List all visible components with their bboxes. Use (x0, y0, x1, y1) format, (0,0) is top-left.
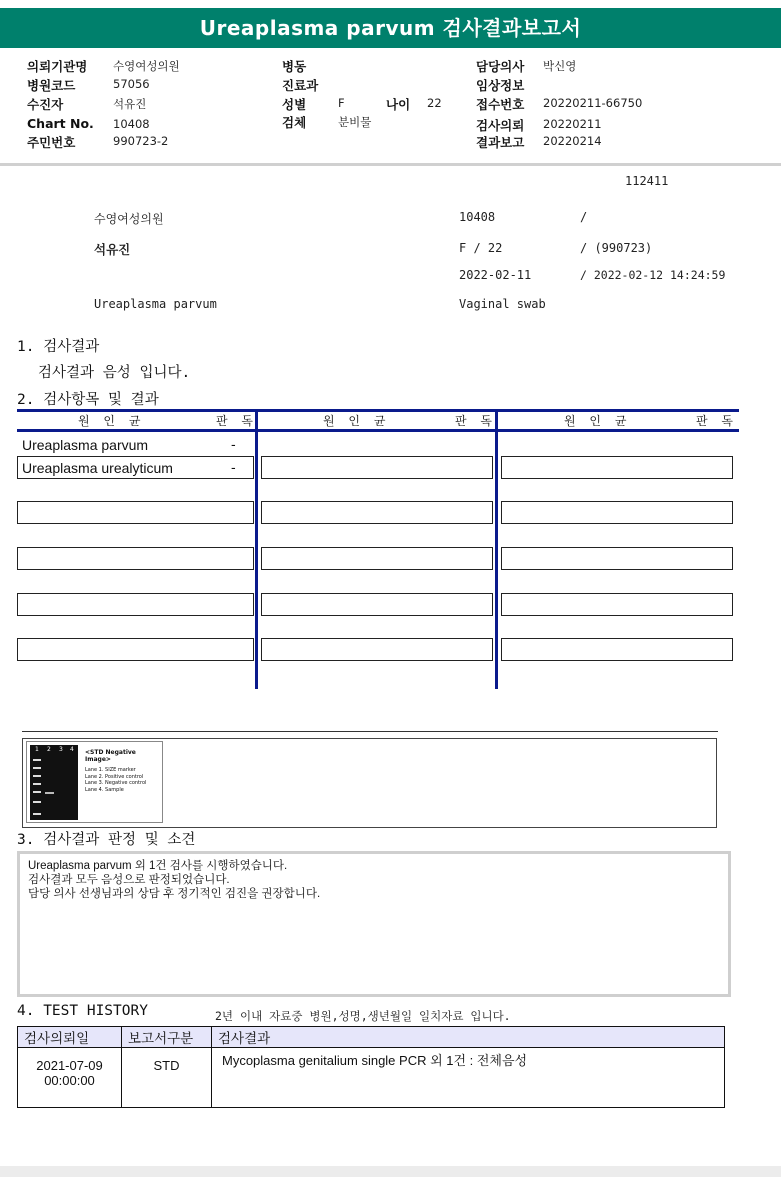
header-value: 석유진 (113, 97, 147, 111)
result-cell (261, 638, 493, 661)
header-key: 진료과 (282, 78, 319, 93)
result-cell (261, 501, 493, 524)
result-cell (501, 456, 733, 479)
history-note: 2년 이내 자료중 병원,성명,생년월일 일치자료 입니다. (215, 1009, 511, 1023)
date-of-birth: / (990723) (580, 241, 653, 255)
opinion-line: Ureaplasma parvum 외 1건 검사를 시행하였습니다. (28, 860, 288, 872)
header-key: 검체 (282, 115, 307, 130)
header-key: 담당의사 (476, 59, 525, 74)
lane-label: 1 (35, 746, 39, 753)
history-column-type: 보고서구분 (122, 1027, 212, 1048)
result-cell (17, 593, 254, 616)
result-cell (17, 547, 254, 570)
header-value: 10408 (113, 117, 150, 131)
header-key: 수진자 (27, 97, 64, 112)
header-key: 임상정보 (476, 78, 525, 93)
opinion-line: 담당 의사 선생님과의 상담 후 정기적인 검진을 권장합니다. (28, 888, 321, 900)
section-4-heading: 4. TEST HISTORY (17, 1003, 148, 1019)
header-value: 20220211 (543, 117, 602, 131)
header-divider (0, 163, 781, 166)
reported-datetime: / 2022-02-12 14:24:59 (580, 268, 726, 282)
gel-caption-line: Lane 4. Sample (85, 786, 124, 793)
report-code: 112411 (625, 174, 669, 188)
result-cell (261, 593, 493, 616)
divider-line (22, 731, 718, 732)
header-key: 성별 (282, 97, 307, 112)
lane-label: 2 (47, 746, 51, 753)
column-header-pathogen: 원 인 균 (78, 414, 146, 428)
header-key: 결과보고 (476, 135, 525, 150)
column-header-judgement: 판 독 (455, 414, 497, 428)
top-margin (0, 0, 781, 8)
result-cell (261, 547, 493, 570)
history-column-date: 검사의뢰일 (18, 1027, 122, 1048)
header-value: 박신영 (543, 59, 577, 73)
received-date: 2022-02-11 (459, 268, 532, 282)
result-cell (501, 638, 733, 661)
header-value: 20220214 (543, 134, 602, 148)
result-cell (501, 501, 733, 524)
report-title: Ureaplasma parvum 검사결과보고서 (0, 8, 781, 48)
chart-number: 10408 (459, 210, 496, 224)
pathogen-name: Ureaplasma parvum (22, 437, 149, 453)
header-key: 접수번호 (476, 97, 525, 112)
marker-band (33, 791, 41, 793)
clinic-name: 수영여성의원 (94, 212, 164, 226)
header-key: 병동 (282, 59, 307, 74)
header-value: 22 (427, 96, 442, 110)
sex-age: F / 22 (459, 241, 503, 255)
result-cell (17, 638, 254, 661)
result-cell (17, 501, 254, 524)
pathogen-result: - (231, 436, 236, 452)
history-date: 2021-07-09 (36, 1058, 103, 1073)
section-1-result: 검사결과 음성 입니다. (38, 365, 191, 381)
header-key: 병원코드 (27, 78, 76, 93)
grid-divider (255, 409, 258, 689)
test-name: Ureaplasma parvum (94, 297, 217, 311)
gel-caption-line: Lane 1. SIZE marker (85, 767, 136, 773)
history-type: STD (122, 1048, 212, 1108)
grid-header-line (17, 429, 739, 432)
pathogen-result: - (231, 459, 236, 475)
header-value: 57056 (113, 77, 150, 91)
history-result: Mycoplasma genitalium single PCR 외 1건 : 전체음성 (212, 1048, 725, 1108)
marker-band (33, 775, 41, 777)
lane-label: 4 (70, 746, 74, 753)
header-key: 의뢰기관명 (27, 59, 88, 74)
lane-label: 3 (59, 746, 63, 753)
gel-caption-line: Lane 2. Positive control (85, 773, 144, 780)
marker-band (33, 813, 41, 815)
gel-photo (30, 745, 78, 820)
marker-band (33, 801, 41, 803)
table-row (18, 1048, 725, 1108)
history-table (17, 1026, 725, 1108)
gel-caption-title: <STD Negative Image> (85, 749, 136, 763)
header-value: 20220211-66750 (543, 96, 643, 110)
footer-bar (0, 1166, 781, 1177)
positive-control-band (45, 792, 54, 794)
history-column-result: 검사결과 (212, 1027, 725, 1048)
history-time: 00:00:00 (44, 1073, 95, 1088)
marker-band (33, 767, 41, 769)
header-key: Chart No. (27, 116, 94, 131)
header-value: 분비물 (338, 115, 372, 129)
pathogen-name: Ureaplasma urealyticum (22, 460, 173, 476)
result-cell (261, 456, 493, 479)
section-2-heading: 2. 검사항목 및 결과 (17, 392, 159, 408)
opinion-line: 검사결과 모두 음성으로 판정되었습니다. (28, 874, 230, 886)
gel-caption-line: Lane 3. Negative control (85, 780, 147, 786)
marker-band (33, 759, 41, 761)
section-3-heading: 3. 검사결과 판정 및 소견 (17, 832, 196, 848)
header-value: 수영여성의원 (113, 59, 180, 73)
column-header-pathogen: 원 인 균 (323, 414, 391, 428)
marker-band (33, 783, 41, 785)
header-key: 검사의뢰 (476, 118, 525, 133)
column-header-judgement: 판 독 (696, 414, 738, 428)
opinion-box (17, 851, 731, 997)
history-date-cell (18, 1048, 122, 1108)
separator: / (580, 210, 588, 224)
header-value: F (338, 96, 345, 110)
specimen-type: Vaginal swab (459, 297, 546, 311)
gel-caption (85, 750, 163, 793)
patient-name: 석유진 (94, 242, 131, 257)
column-header-judgement: 판 독 (216, 414, 258, 428)
result-cell (501, 593, 733, 616)
header-key: 주민번호 (27, 135, 76, 150)
result-cell (501, 547, 733, 570)
section-1-heading: 1. 검사결과 (17, 339, 100, 355)
column-header-pathogen: 원 인 균 (564, 414, 632, 428)
header-value: 990723-2 (113, 134, 169, 148)
header-key: 나이 (386, 97, 411, 112)
grid-divider (495, 409, 498, 689)
gel-image (26, 741, 163, 823)
